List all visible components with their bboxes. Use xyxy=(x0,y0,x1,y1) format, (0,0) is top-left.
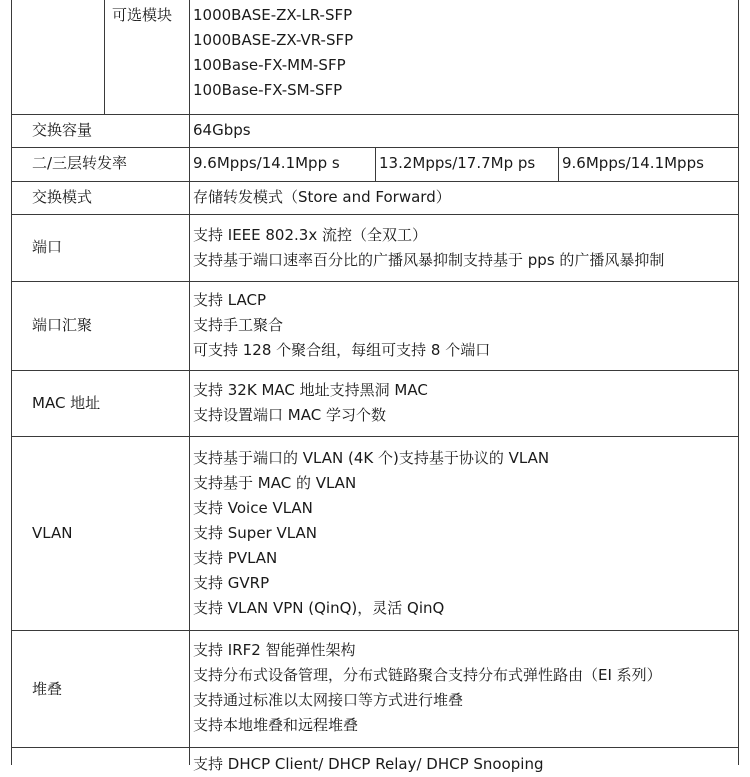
vlan-line: 支持 PVLAN xyxy=(193,549,278,567)
row-border xyxy=(11,214,739,215)
vlan-line: 支持基于 MAC 的 VLAN xyxy=(193,474,357,492)
mac-label: MAC 地址 xyxy=(32,394,101,412)
optional-module-label: 可选模块 xyxy=(112,6,173,24)
stacking-values xyxy=(193,638,662,738)
stacking-label: 堆叠 xyxy=(32,680,63,698)
port-label: 端口 xyxy=(32,238,63,256)
switching-capacity-label: 交换容量 xyxy=(32,121,93,139)
vlan-line: 支持 Voice VLAN xyxy=(193,499,313,517)
stacking-line: 支持 IRF2 智能弹性架构 xyxy=(193,641,356,659)
vlan-line: 支持基于端口的 VLAN (4K 个)支持基于协议的 VLAN xyxy=(193,449,550,467)
vlan-line: 支持 VLAN VPN (QinQ)，灵活 QinQ xyxy=(193,599,445,617)
mac-line: 支持 32K MAC 地址支持黑洞 MAC xyxy=(193,381,428,399)
mac-values xyxy=(193,378,428,428)
inner-column-divider xyxy=(104,0,105,114)
stacking-line: 支持通过标准以太网接口等方式进行堆叠 xyxy=(193,691,464,709)
row-border xyxy=(11,370,739,371)
aggregation-line: 可支持 128 个聚合组，每组可支持 8 个端口 xyxy=(193,341,491,359)
row-border xyxy=(11,436,739,437)
vlan-label: VLAN xyxy=(32,524,73,542)
mac-line: 支持设置端口 MAC 学习个数 xyxy=(193,406,386,424)
row-border xyxy=(11,181,739,182)
row-border xyxy=(11,114,739,115)
rate-divider-2 xyxy=(558,148,559,181)
dhcp-line: 支持 DHCP Client/ DHCP Relay/ DHCP Snooping xyxy=(193,755,544,773)
port-line: 支持 IEEE 802.3x 流控（全双工） xyxy=(193,226,427,244)
vlan-values xyxy=(193,446,549,621)
row-border xyxy=(11,147,739,148)
vlan-line: 支持 GVRP xyxy=(193,574,270,592)
aggregation-line: 支持手工聚合 xyxy=(193,316,284,334)
port-aggregation-label: 端口汇聚 xyxy=(32,316,93,334)
module-item: 100Base-FX-SM-SFP xyxy=(193,81,343,99)
forwarding-rate-value-1: 9.6Mpps/14.1Mpp s xyxy=(193,154,340,172)
port-aggregation-values xyxy=(193,288,490,363)
row-border xyxy=(11,281,739,282)
vlan-line: 支持 Super VLAN xyxy=(193,524,317,542)
switching-mode-label: 交换模式 xyxy=(32,188,93,206)
forwarding-rate-value-3: 9.6Mpps/14.1Mpps xyxy=(562,154,704,172)
switching-capacity-value: 64Gbps xyxy=(193,121,251,139)
stacking-line: 支持分布式设备管理，分布式链路聚合支持分布式弹性路由（EI 系列） xyxy=(193,666,662,684)
row-border xyxy=(11,630,739,631)
switching-mode-value: 存储转发模式（Store and Forward） xyxy=(193,188,451,206)
port-line: 支持基于端口速率百分比的广播风暴抑制支持基于 pps 的广播风暴抑制 xyxy=(193,251,665,269)
optional-module-values xyxy=(193,3,353,103)
aggregation-line: 支持 LACP xyxy=(193,291,266,309)
row-border xyxy=(11,747,739,748)
rate-divider-1 xyxy=(375,148,376,181)
port-values xyxy=(193,223,664,273)
forwarding-rate-label: 二/三层转发率 xyxy=(32,154,128,172)
module-item: 1000BASE-ZX-LR-SFP xyxy=(193,6,353,24)
module-item: 100Base-FX-MM-SFP xyxy=(193,56,346,74)
stacking-line: 支持本地堆叠和远程堆叠 xyxy=(193,716,359,734)
forwarding-rate-value-2: 13.2Mpps/17.7Mp ps xyxy=(379,154,536,172)
module-item: 1000BASE-ZX-VR-SFP xyxy=(193,31,354,49)
